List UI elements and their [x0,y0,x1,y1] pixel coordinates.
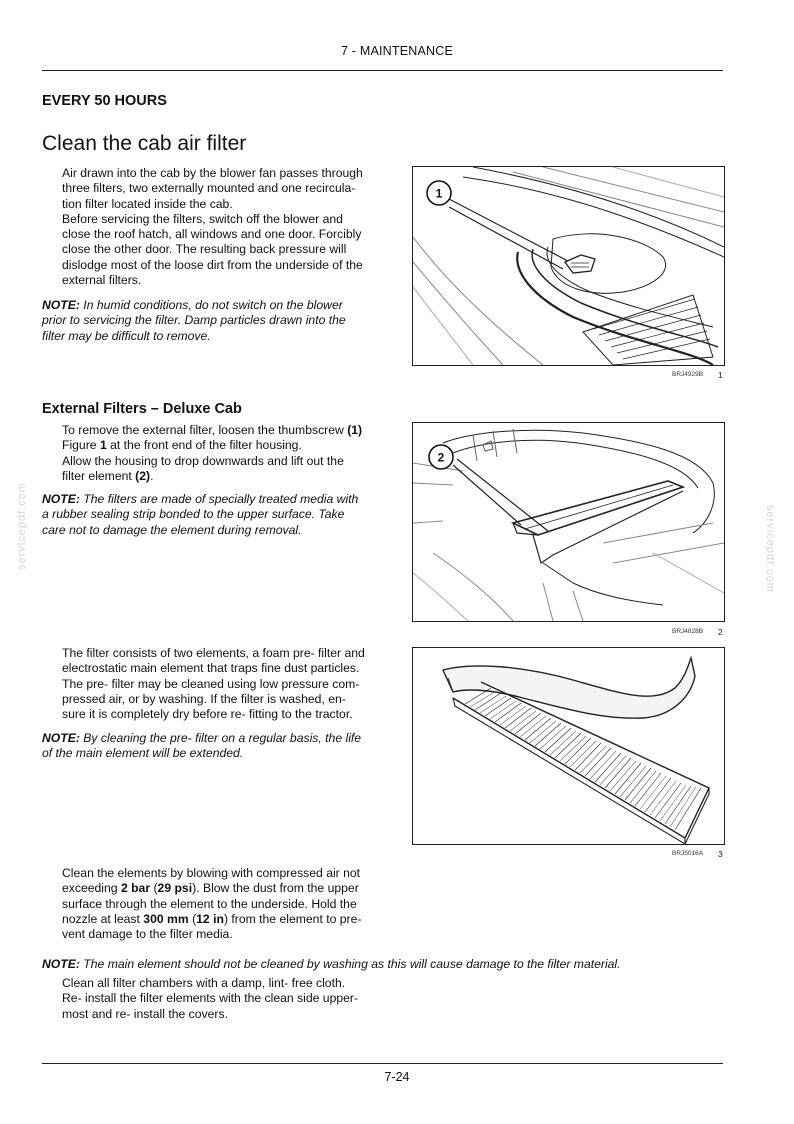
external-note: NOTE: The filters are made of specially treated media with a rubber sealing strip bonded to the upper surface. Take care not to damage the element during removal. [42,492,359,537]
figure-3-illustration [413,648,724,844]
intro-note: NOTE: In humid conditions, do not switch on the blower prior to servicing the filter. Damp particles drawn into the filter may be difficult to remove. [42,298,346,343]
watermark-left: servicepdf.com [16,482,28,570]
note-label: NOTE: [42,957,80,971]
cleaning-paragraph: Clean the elements by blowing with compressed air not exceeding 2 bar (29 psi). Blow the dust from the upper surface through the element to the underside. Hold the nozzle at least 300 mm (12 in) from the element to pre- vent damage to the filter media. [62,866,362,942]
figure-1-callout: 1 [435,186,443,201]
filter-elements-paragraph: The filter consists of two elements, a foam pre- filter and electrostatic main element that traps fine dust particles. The pre- filter may be cleaned using low pressure com- pressed air, or by washing. If the filter is washed, en- sure it is completely dry before re- fitting to the tractor. [62,646,365,722]
figure-2-illustration [413,423,724,621]
watermark-right: servicepdf.com [764,505,776,593]
figure-1 [412,166,725,366]
subsection-heading: External Filters – Deluxe Cab [42,401,242,417]
page-title: Clean the cab air filter [42,132,247,155]
external-paragraph: To remove the external filter, loosen the thumbscrew (1) Figure 1 at the front end of the filter housing. Allow the housing to drop downwards and lift out the filter element (2). [62,423,363,483]
footer-rule [42,1063,723,1064]
figure-3-code: BRJ5016A [672,850,704,857]
figure-2-callout: 2 [437,450,445,465]
page-number: 7-24 [384,1070,410,1084]
running-header: 7 - MAINTENANCE [340,44,454,58]
figure-1-illustration [413,167,724,365]
section-heading: EVERY 50 HOURS [42,93,167,109]
cleaning-note: NOTE: The main element should not be cleaned by washing as this will cause damage to the filter material. [42,957,621,971]
figure-2 [412,422,725,622]
figure-3 [412,647,725,845]
note-label: NOTE: [42,298,80,312]
final-paragraph: Clean all filter chambers with a damp, lint- free cloth. Re- install the filter elements with the clean side upper- most and re- install the covers. [62,976,359,1021]
intro-paragraph: Air drawn into the cab by the blower fan passes through three filters, two externally mounted and one recircula- tion filter located inside the cab. Before servicing the filters, switch off the blower and close the roof hatch, all windows and one door. Forcibly close the other door. The resulting back pressure will dislodge most of the loose dirt from the underside of the external filters. [62,166,363,288]
figure-3-number: 3 [718,849,723,859]
figure-2-number: 2 [718,627,723,637]
figure-2-code: BRJ4828B [672,628,704,635]
note-label: NOTE: [42,492,80,506]
filter-elements-note: NOTE: By cleaning the pre- filter on a regular basis, the life of the main element will be extended. [42,731,362,761]
header-rule [42,70,723,71]
figure-1-number: 1 [718,370,723,380]
note-label: NOTE: [42,731,80,745]
figure-1-code: BRJ4929B [672,371,704,378]
